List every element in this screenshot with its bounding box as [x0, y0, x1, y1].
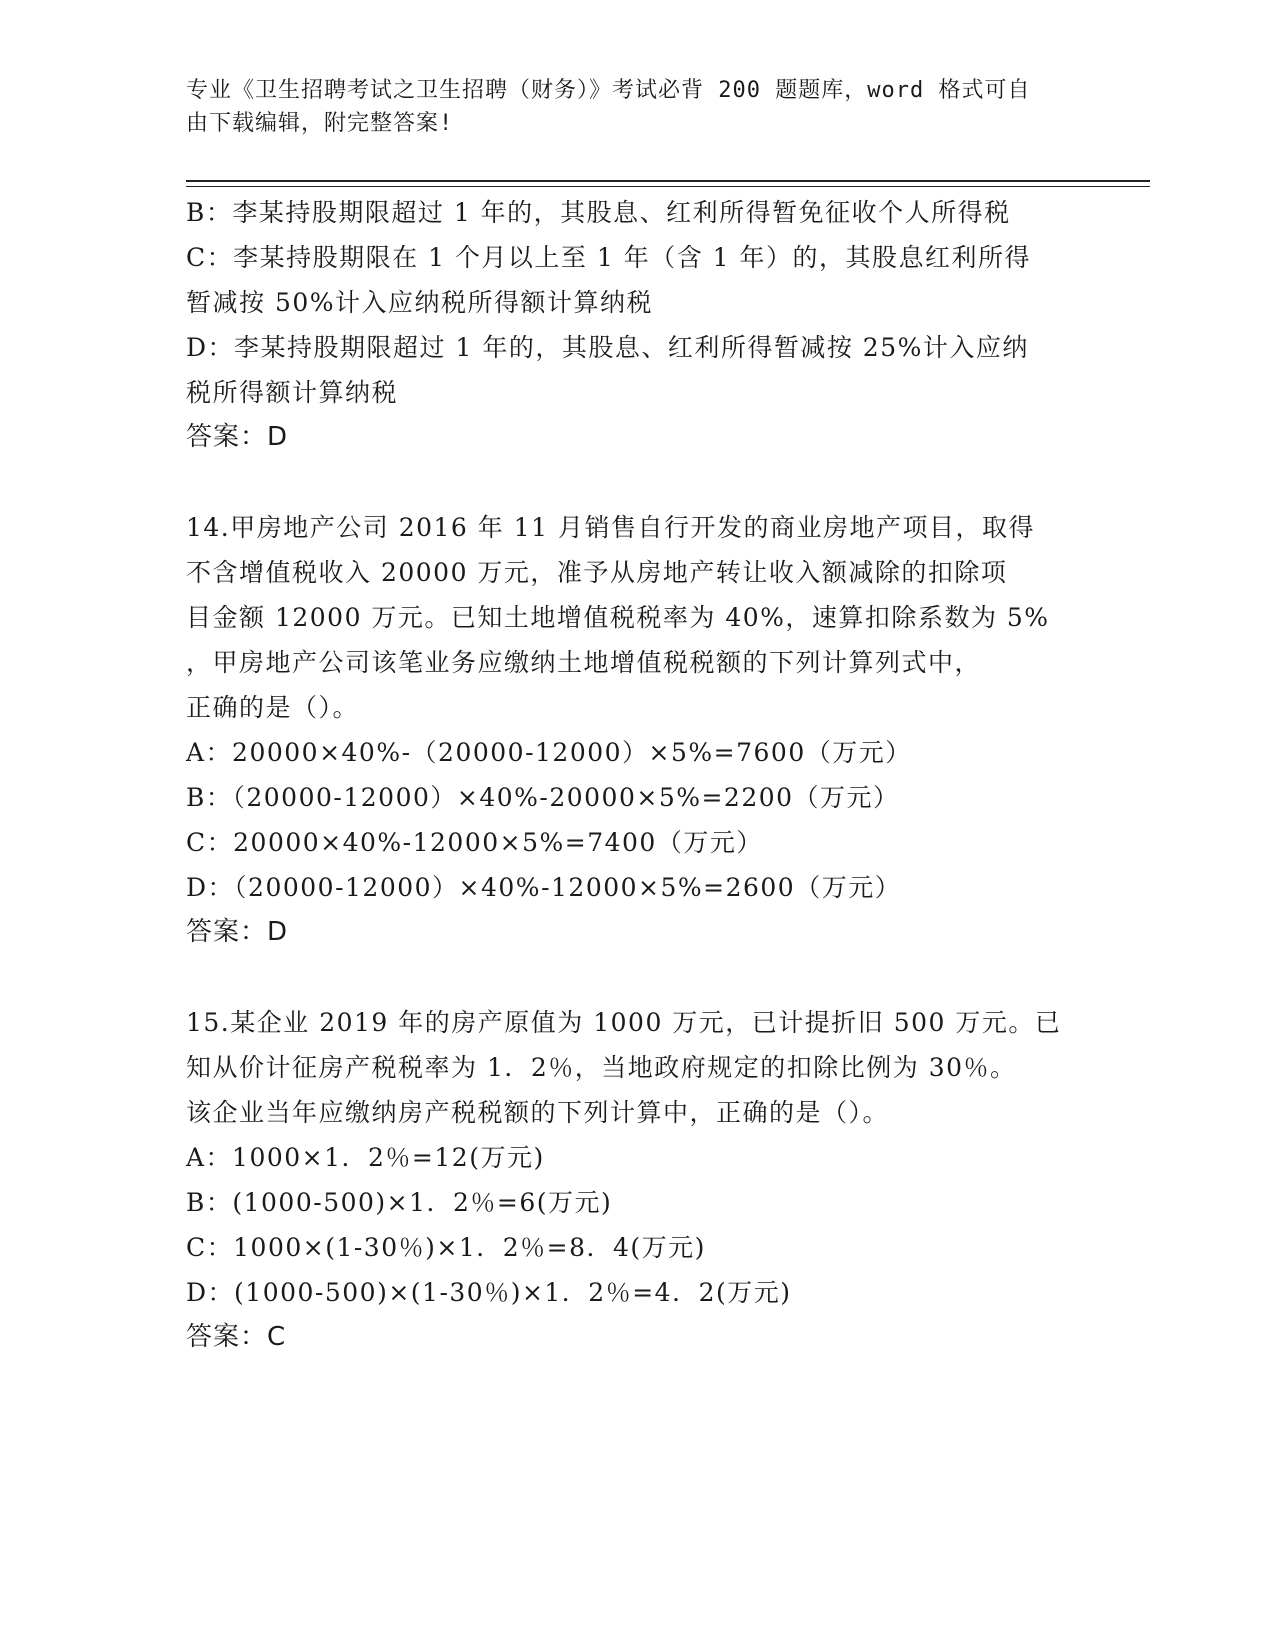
- q14-option-c: C：20000×40%-12000×5%=7400（万元）: [186, 828, 763, 857]
- q15-option-b: B：(1000-500)×1．2％=6(万元): [186, 1188, 613, 1217]
- q13-option-b: B：李某持股期限超过 1 年的，其股息、红利所得暂免征收个人所得税: [186, 198, 1011, 227]
- q14-option-d: D：（20000-12000）×40%-12000×5%=2600（万元）: [186, 873, 902, 902]
- q14-stem-line-1: 14.甲房地产公司 2016 年 11 月销售自行开发的商业房地产项目，取得: [186, 513, 1035, 542]
- q14-stem-line-3: 目金额 12000 万元。已知土地增值税税率为 40%，速算扣除系数为 5%: [186, 603, 1050, 632]
- header-divider-thick: [186, 180, 1150, 182]
- q15-stem-line-1: 15.某企业 2019 年的房产原值为 1000 万元，已计提折旧 500 万元。已: [186, 1008, 1062, 1037]
- q13-option-d-line-2: 税所得额计算纳税: [186, 378, 399, 407]
- spacer: [186, 460, 1076, 505]
- q15-answer: 答案：C: [186, 1322, 287, 1352]
- question-15: [186, 1000, 1076, 1360]
- q15-option-d: D：(1000-500)×(1-30％)×1．2％=4．2(万元): [186, 1278, 792, 1307]
- q15-stem-line-2: 知从价计征房产税税率为 1．2％，当地政府规定的扣除比例为 30％。: [186, 1053, 1017, 1082]
- q14-stem-line-5: 正确的是（）。: [186, 693, 360, 722]
- header-line-1: 专业《卫生招聘考试之卫生招聘（财务）》考试必背 200 题题库，word 格式可自: [186, 78, 1031, 103]
- q15-option-a: A：1000×1．2％=12(万元): [186, 1143, 545, 1172]
- q14-option-a: A：20000×40%-（20000-12000）×5%=7600（万元）: [186, 738, 912, 767]
- q13-answer: 答案：D: [186, 422, 289, 452]
- question-14: [186, 505, 1076, 955]
- question-13-continued: [186, 190, 1076, 460]
- q15-stem-line-3: 该企业当年应缴纳房产税税额的下列计算中，正确的是（）。: [186, 1098, 890, 1127]
- q14-stem-line-4: ，甲房地产公司该笔业务应缴纳土地增值税税额的下列计算列式中，: [186, 648, 982, 677]
- q13-option-d-line-1: D：李某持股期限超过 1 年的，其股息、红利所得暂减按 25%计入应纳: [186, 333, 1029, 362]
- spacer: [186, 955, 1076, 1000]
- header-divider-thin: [186, 186, 1150, 187]
- page-header: [186, 74, 1066, 140]
- q13-option-c-line-1: C：李某持股期限在 1 个月以上至 1 年（含 1 年）的，其股息红利所得: [186, 243, 1032, 272]
- q14-stem-line-2: 不含增值税收入 20000 万元，准予从房地产转让收入额减除的扣除项: [186, 558, 1008, 587]
- q13-option-c-line-2: 暂减按 50%计入应纳税所得额计算纳税: [186, 288, 654, 317]
- question-content: [186, 190, 1076, 1360]
- header-line-2: 由下载编辑，附完整答案!: [186, 111, 454, 136]
- q14-option-b: B：（20000-12000）×40%-20000×5%=2200（万元）: [186, 783, 900, 812]
- q15-option-c: C：1000×(1-30％)×1．2％=8．4(万元): [186, 1233, 706, 1262]
- q14-answer: 答案：D: [186, 917, 289, 947]
